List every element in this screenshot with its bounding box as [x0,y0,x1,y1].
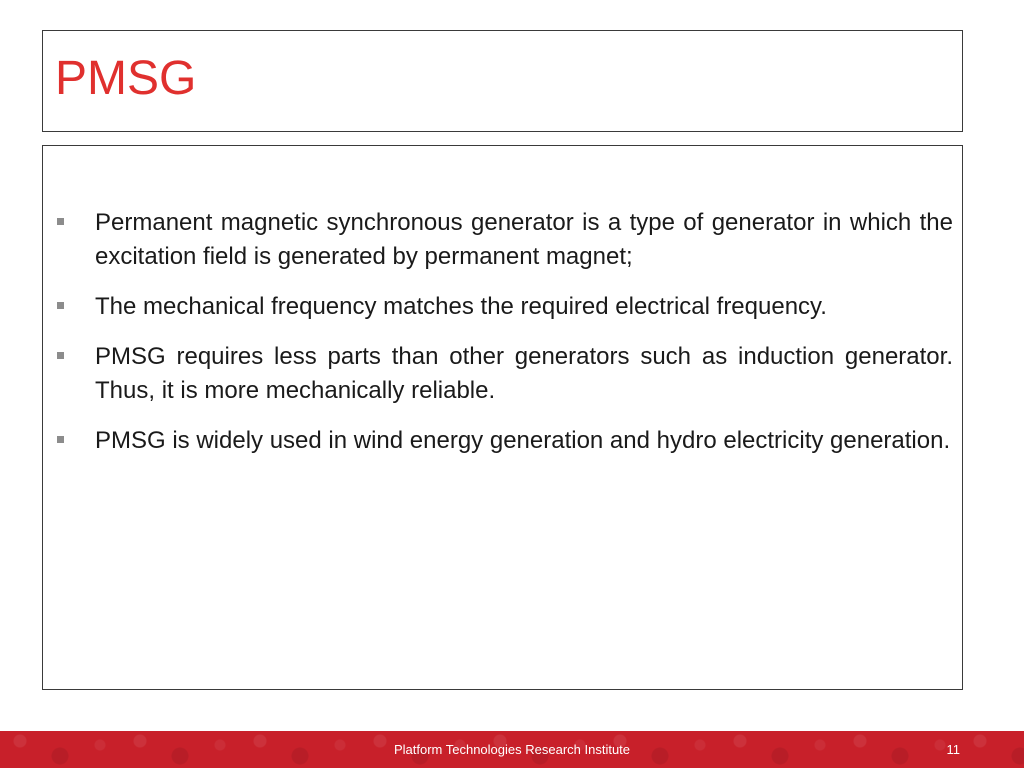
footer-bar [0,731,1024,768]
bullet-text: The mechanical frequency matches the required electrical frequency. [95,293,827,320]
content-box [42,145,963,690]
bullet-item [57,206,953,274]
bullet-item [57,424,953,458]
square-bullet-icon [57,218,64,225]
page-number: 11 [946,742,960,757]
bullet-text: PMSG requires less parts than other generators such as induction generator. Thus, it is more mechanically reliable. [95,343,953,404]
bullet-item [57,340,953,408]
square-bullet-icon [57,352,64,359]
bullet-item [57,290,953,324]
title-box [42,30,963,132]
footer-institute: Platform Technologies Research Institute [393,742,631,757]
square-bullet-icon [57,436,64,443]
bullet-list [57,206,953,474]
bullet-text: Permanent magnetic synchronous generator is a type of generator in which the excitation field is generated by permanent magnet; [95,209,953,270]
bullet-text: PMSG is widely used in wind energy generation and hydro electricity generation. [95,427,951,454]
square-bullet-icon [57,302,64,309]
slide-title: PMSG [55,52,197,105]
